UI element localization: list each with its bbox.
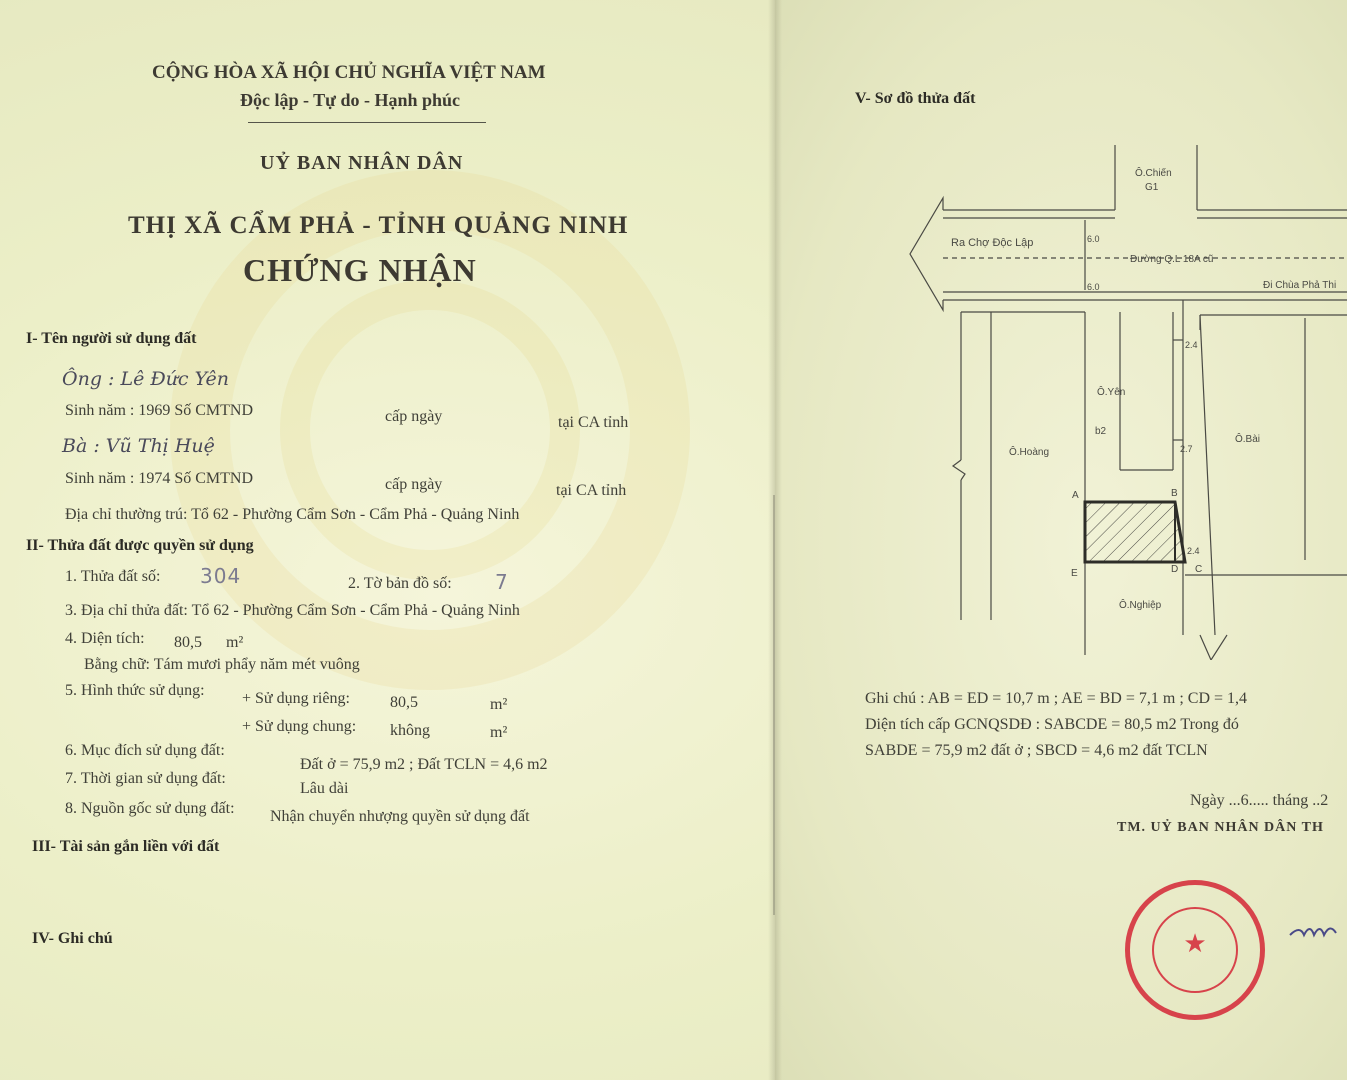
watermark-emblem-inner (280, 280, 580, 580)
map-sheet-value: 7 (495, 570, 509, 594)
parcel-address: 3. Địa chỉ thửa đất: Tổ 62 - Phường Cẩm Sơn - Cẩm Phả - Quảng Ninh (65, 602, 520, 619)
owner-1-name: Ông : Lê Đức Yên (62, 368, 229, 390)
section-4-title: IV- Ghi chú (32, 930, 113, 947)
center-fold (768, 0, 782, 1080)
map-dim-24a: 2.4 (1185, 340, 1198, 350)
map-road-mid: Đường Q.L 18A cũ (1130, 254, 1214, 265)
owner-1-birth: Sinh năm : 1969 Số CMTND (65, 402, 254, 419)
shared-use-unit: m² (490, 724, 508, 741)
owner-2-issue-date: cấp ngày (385, 476, 443, 493)
section-3-title: III- Tài sản gắn liền với đất (32, 838, 220, 855)
purpose-label: 6. Mục đích sử dụng đất: (65, 742, 225, 759)
area-label: 4. Diện tích: (65, 630, 145, 647)
owner-1-issue-place: tại CA tỉnh (558, 414, 629, 431)
committee-label: UỶ BAN NHÂN DÂN (260, 152, 464, 174)
stamp-star-icon: ★ (1183, 929, 1207, 958)
private-use-value: 80,5 (390, 694, 418, 711)
map-dim-6b: 6.0 (1087, 282, 1100, 292)
owner-address: Địa chỉ thường trú: Tổ 62 - Phường Cẩm Sơn - Cẩm Phả - Quảng Ninh (65, 506, 520, 523)
origin-value: Nhận chuyển nhượng quyền sử dụng đất (270, 808, 530, 825)
origin-label: 8. Nguồn gốc sử dụng đất: (65, 800, 235, 817)
shared-use-label: + Sử dụng chung: (242, 718, 357, 735)
map-dim-24b: 2.4 (1187, 546, 1200, 556)
fold-crease (773, 495, 775, 915)
map-point-a: A (1072, 490, 1079, 501)
map-point-b: B (1171, 488, 1178, 499)
issue-date: Ngày ...6..... tháng ..2 (1190, 792, 1329, 809)
map-point-c: C (1195, 564, 1203, 575)
purpose-value: Đất ở = 75,9 m2 ; Đất TCLN = 4,6 m2 (300, 756, 548, 773)
map-neighbor-left: Ô.Hoàng (1009, 447, 1050, 458)
motto-underline (248, 122, 486, 123)
map-neighbor-top-sub: G1 (1145, 182, 1159, 193)
map-road-right: Đi Chùa Phả Thi (1263, 280, 1337, 291)
map-lane-name: Ô.Yên (1097, 387, 1126, 398)
right-page (775, 0, 1347, 1080)
map-neighbor-bottom: Ô.Nghiệp (1119, 600, 1162, 611)
note-line-2: Diện tích cấp GCNQSDĐ : SABCDE = 80,5 m2 Trong đó (865, 716, 1239, 733)
shared-use-value: không (390, 722, 430, 739)
map-lane-sub: b2 (1095, 426, 1107, 437)
locality-title: THỊ XÃ CẨM PHẢ - TỈNH QUẢNG NINH (128, 212, 629, 239)
note-line-1: Ghi chú : AB = ED = 10,7 m ; AE = BD = 7,1 m ; CD = 1,4 (865, 690, 1248, 707)
national-motto: Độc lập - Tự do - Hạnh phúc (240, 90, 461, 110)
area-value: 80,5 (174, 634, 202, 651)
stamp-emblem (1152, 907, 1238, 993)
usage-form-label: 5. Hình thức sử dụng: (65, 682, 205, 699)
parcel-diagram (775, 140, 1347, 660)
map-point-e: E (1071, 568, 1078, 579)
signature (1285, 900, 1347, 960)
map-neighbor-top: Ô.Chiến (1135, 168, 1172, 179)
map-sheet-label: 2. Tờ bản đồ số: (348, 575, 452, 592)
owner-1-issue-date: cấp ngày (385, 408, 443, 425)
term-label: 7. Thời gian sử dụng đất: (65, 770, 226, 787)
parcel-number-label: 1. Thửa đất số: (65, 568, 161, 585)
owner-2-name: Bà : Vũ Thị Huệ (62, 435, 215, 457)
note-line-3: SABDE = 75,9 m2 đất ở ; SBCD = 4,6 m2 đất TCLN (865, 742, 1208, 759)
national-title: CỘNG HÒA XÃ HỘI CHỦ NGHĨA VIỆT NAM (152, 62, 546, 83)
map-dim-6a: 6.0 (1087, 234, 1100, 244)
section-5-title: V- Sơ đồ thửa đất (855, 90, 976, 107)
private-use-label: + Sử dụng riêng: (242, 690, 350, 707)
section-1-title: I- Tên người sử dụng đất (26, 330, 197, 347)
map-point-d: D (1171, 564, 1179, 575)
parcel-number-value: 304 (200, 564, 242, 588)
signatory-title: TM. UỶ BAN NHÂN DÂN TH (1117, 820, 1324, 835)
term-value: Lâu dài (300, 780, 349, 797)
map-neighbor-right: Ô.Bài (1235, 434, 1261, 445)
private-use-unit: m² (490, 696, 508, 713)
document-title: CHỨNG NHẬN (243, 252, 477, 288)
map-dim-27: 2.7 (1180, 444, 1193, 454)
section-2-title: II- Thửa đất được quyền sử dụng (26, 537, 254, 554)
owner-2-issue-place: tại CA tỉnh (556, 482, 627, 499)
area-in-words: Bằng chữ: Tám mươi phẩy năm mét vuông (84, 656, 360, 673)
map-road-left: Ra Chợ Độc Lập (951, 237, 1034, 249)
official-stamp (1125, 880, 1265, 1020)
area-unit: m² (226, 634, 244, 651)
owner-2-birth: Sinh năm : 1974 Số CMTND (65, 470, 254, 487)
